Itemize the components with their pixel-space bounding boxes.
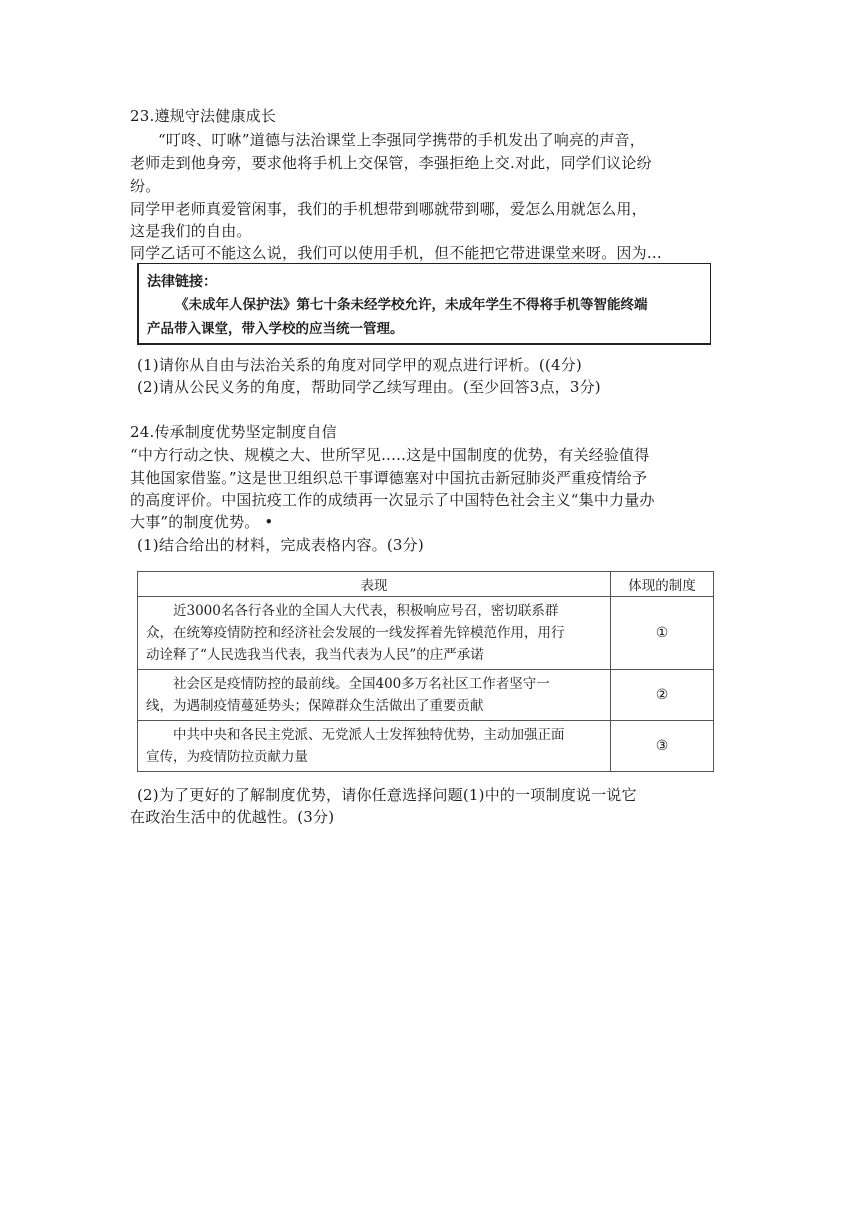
legal-link-title: 法律链接： [147, 274, 217, 290]
cell-line-text: 社会区是疫情防控的最前线。全国400多万名社区工作者坚守一 [173, 676, 550, 692]
table-row [138, 670, 714, 721]
system-table [137, 571, 714, 772]
legal-link-text: 《未成年人保护法》第七十条未经学校允许，未成年学生不得将手机等智能终端 [175, 297, 648, 313]
q24-sub-question-1: (1)结合给出的材料，完成表格内容。(3分) [137, 536, 424, 554]
cell-line: 动诠释了“人民选我当代表，我当代表为人民”的庄严承诺 [146, 647, 484, 663]
q24-para-line: “中方行动之快、规模之大、世所罕见..…这是中国制度的优势，有关经验值得 [130, 446, 650, 464]
q23-para-line: 老师走到他身旁，要求他将手机上交保管，李强拒绝上交.对此，同学们议论纷 [130, 154, 652, 172]
q23-student-a-line: 这是我们的自由。 [130, 222, 252, 240]
q23-title: 23.遵规守法健康成长 [130, 107, 277, 125]
legal-link-box [137, 263, 711, 345]
table-cell-system-1[interactable]: ① [611, 597, 714, 670]
cell-line [146, 724, 602, 746]
table-cell-system-3[interactable]: ③ [611, 721, 714, 772]
cell-line: 线，为遇制疫情蔓延势头；保障群众生活做出了重要贡献 [146, 698, 484, 714]
table-row [138, 721, 714, 772]
table-cell-performance [138, 670, 611, 721]
table-cell-performance [138, 721, 611, 772]
q24-para-line: 大事”的制度优势。 • [130, 513, 274, 531]
table-header-performance: 表现 [138, 572, 611, 597]
q24-sub-question-2: 在政治生活中的优越性。(3分) [130, 808, 335, 826]
q23-sub-question-2: (2)请从公民义务的角度，帮助同学乙续写理由。(至少回答3点，3分) [137, 378, 601, 396]
cell-line-text: 近3000名各行各业的全国人大代表，积极响应号召，密切联系群 [173, 603, 559, 619]
table-row [138, 597, 714, 670]
table-header-row [138, 572, 714, 597]
table-cell-performance [138, 597, 611, 670]
table-header-system: 体现的制度 [611, 572, 714, 597]
legal-link-text: 产品带入课堂，带入学校的应当统一管理。 [147, 321, 404, 337]
q24-title: 24.传承制度优势坚定制度自信 [130, 423, 337, 441]
cell-line [146, 600, 602, 622]
cell-line: 众，在统筹疫情防控和经济社会发展的一线发挥着先锌模范作用，用行 [146, 625, 565, 641]
q23-para-line: 纷。 [130, 177, 161, 195]
q23-student-a-line: 同学甲老师真爱管闲事，我们的手机想带到哪就带到哪，爱怎么用就怎么用， [130, 200, 647, 218]
q23-student-b-line: 同学乙话可不能这么说，我们可以使用手机，但不能把它带进课堂来呀。因为… [130, 244, 663, 262]
q24-para-line: 其他国家借鉴。”这是世卫组织总干事谭德塞对中国抗击新冠肺炎严重疫情给予 [130, 469, 648, 487]
cell-line-text: 中共中央和各民主党派、无党派人士发挥独特优势，主动加强正面 [173, 727, 565, 743]
cell-line [146, 673, 602, 695]
q23-para-line: “叮咚、叮咻”道德与法治课堂上李强同学携带的手机发出了响亮的声音， [158, 131, 645, 149]
q23-sub-question-1: (1)请你从自由与法治关系的角度对同学甲的观点进行评析。((4分) [137, 356, 582, 374]
q24-sub-question-2: (2)为了更好的了解制度优势，请你任意选择问题(1)中的一项制度说一说它 [137, 786, 637, 804]
cell-line: 宣传，为疫情防拉贡献力量 [146, 749, 308, 765]
q24-para-line: 的高度评价。中国抗疫工作的成绩再一次显示了中国特色社会主义“集中力量办 [130, 491, 655, 509]
table-cell-system-2[interactable]: ② [611, 670, 714, 721]
